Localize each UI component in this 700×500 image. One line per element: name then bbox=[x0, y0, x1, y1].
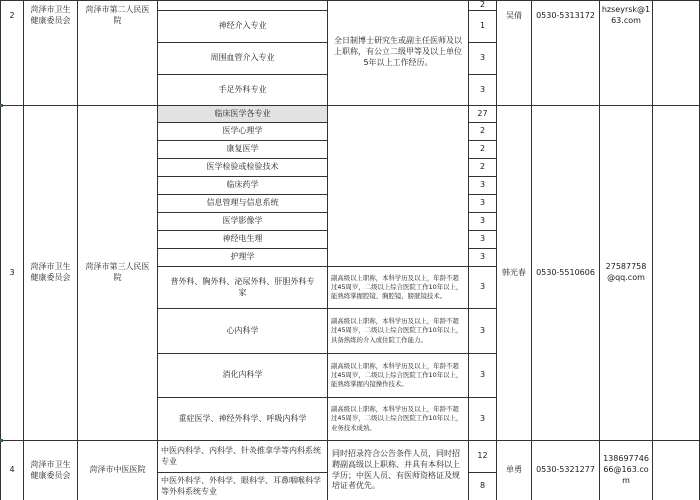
major-name: 神经电生理 bbox=[222, 234, 263, 244]
position-count: 3 bbox=[479, 252, 486, 262]
position-count: 3 bbox=[479, 216, 486, 226]
position-count: 2 bbox=[479, 162, 486, 172]
position-count: 1 bbox=[479, 21, 486, 31]
row-number: 2 bbox=[9, 10, 15, 20]
contact-person: 韩光春 bbox=[502, 267, 526, 277]
major-name: 周围血管介入专业 bbox=[210, 53, 275, 63]
major-name: 医学影像学 bbox=[222, 216, 263, 226]
major-name: 信息管理与信息系统 bbox=[206, 198, 279, 208]
major-name: 普外科、胸外科、泌尿外科、肝胆外科专家 bbox=[170, 276, 315, 297]
major-name: 消化内科学 bbox=[222, 370, 263, 380]
unit-name: 菏泽市中医医院 bbox=[89, 465, 146, 475]
position-count: 3 bbox=[479, 282, 486, 292]
contact-phone: 0530-5510606 bbox=[536, 267, 595, 277]
requirement-text: 副高级以上职称，本科学历及以上，年龄不超过45周岁，二级以上综合医院工作10年以上，业务技术成熟。 bbox=[331, 405, 463, 432]
department-name: 菏泽市卫生健康委员会 bbox=[30, 459, 71, 480]
major-name: 心内科学 bbox=[226, 325, 259, 335]
position-count: 2 bbox=[479, 144, 486, 154]
requirement-text: 副高级以上职称，本科学历及以上，年龄不超过45周岁，二级以上综合医院工作10年以上，能熟练掌握内镜操作技术。 bbox=[331, 361, 463, 389]
department-name: 菏泽市卫生健康委员会 bbox=[30, 5, 71, 25]
requirement-text: 副高级以上职称，本科学历及以上，年龄不超过45周岁，二级以上综合医院工作10年以上，能熟练掌握腔镜、胸腔镜、膀胱镜技术。 bbox=[331, 273, 463, 301]
contact-phone: 0530-5321277 bbox=[536, 465, 595, 475]
contact-person: 单勇 bbox=[506, 465, 522, 475]
major-name: 中医外科学、外科学、眼科学、耳鼻咽喉科学等外科系统专业 bbox=[161, 475, 321, 496]
position-count: 12 bbox=[477, 451, 488, 461]
department-name: 菏泽市卫生健康委员会 bbox=[30, 262, 71, 282]
major-name: 临床医学各专业 bbox=[158, 106, 327, 122]
contact-email: 27587758@qq.com bbox=[605, 262, 647, 282]
requirement-text: 副高级以上职称，本科学历及以上，年龄不超过45周岁，二级以上综合医院工作10年以上，具备熟练的介入或住院工作能力。 bbox=[331, 317, 463, 344]
major-name: 护理学 bbox=[230, 252, 255, 262]
contact-phone: 0530-5313172 bbox=[536, 10, 595, 20]
position-count: 3 bbox=[479, 370, 486, 380]
major-name: 医学心理学 bbox=[222, 126, 263, 136]
position-count: 2 bbox=[479, 126, 486, 136]
position-count: 3 bbox=[479, 53, 486, 63]
contact-email: hzseyrsk@163.com bbox=[601, 5, 651, 25]
unit-name: 菏泽市第三人民医院 bbox=[85, 262, 150, 282]
position-count: 3 bbox=[479, 198, 486, 208]
position-count: 2 bbox=[479, 0, 486, 9]
major-name: 神经介入专业 bbox=[218, 21, 267, 31]
position-count: 8 bbox=[479, 481, 486, 491]
position-count: 27 bbox=[477, 108, 488, 118]
position-count: 3 bbox=[479, 84, 486, 94]
row-number: 4 bbox=[9, 465, 15, 475]
position-count: 3 bbox=[479, 325, 486, 335]
major-name: 康复医学 bbox=[226, 144, 259, 154]
contact-person: 吴倩 bbox=[506, 10, 522, 20]
row-number: 3 bbox=[9, 267, 15, 277]
major-name: 中医内科学、内科学、针灸推拿学等内科系统专业 bbox=[161, 445, 321, 466]
major-name: 临床药学 bbox=[226, 180, 259, 190]
major-name: 手足外科专业 bbox=[218, 84, 267, 94]
position-count: 3 bbox=[479, 413, 486, 423]
unit-name: 菏泽市第二人民医院 bbox=[85, 5, 150, 25]
major-name: 重症医学、神经外科学、呼吸内科学 bbox=[178, 413, 307, 423]
requirement-text: 全日制博士研究生或副主任医师及以上职称，有公立二级甲等及以上单位5年以上工作经历。 bbox=[334, 36, 462, 67]
contact-email: 13869774666@163.com bbox=[603, 454, 649, 485]
position-count: 3 bbox=[479, 234, 486, 244]
position-count: 3 bbox=[479, 180, 486, 190]
major-name: 医学检验或检验技术 bbox=[206, 162, 279, 172]
requirement-text: 同时招录符合公告条件人员，同时招聘副高级以上职称、并具有本科以上学历；中医人员、有医师资格证及规培证者优先。 bbox=[332, 448, 460, 491]
